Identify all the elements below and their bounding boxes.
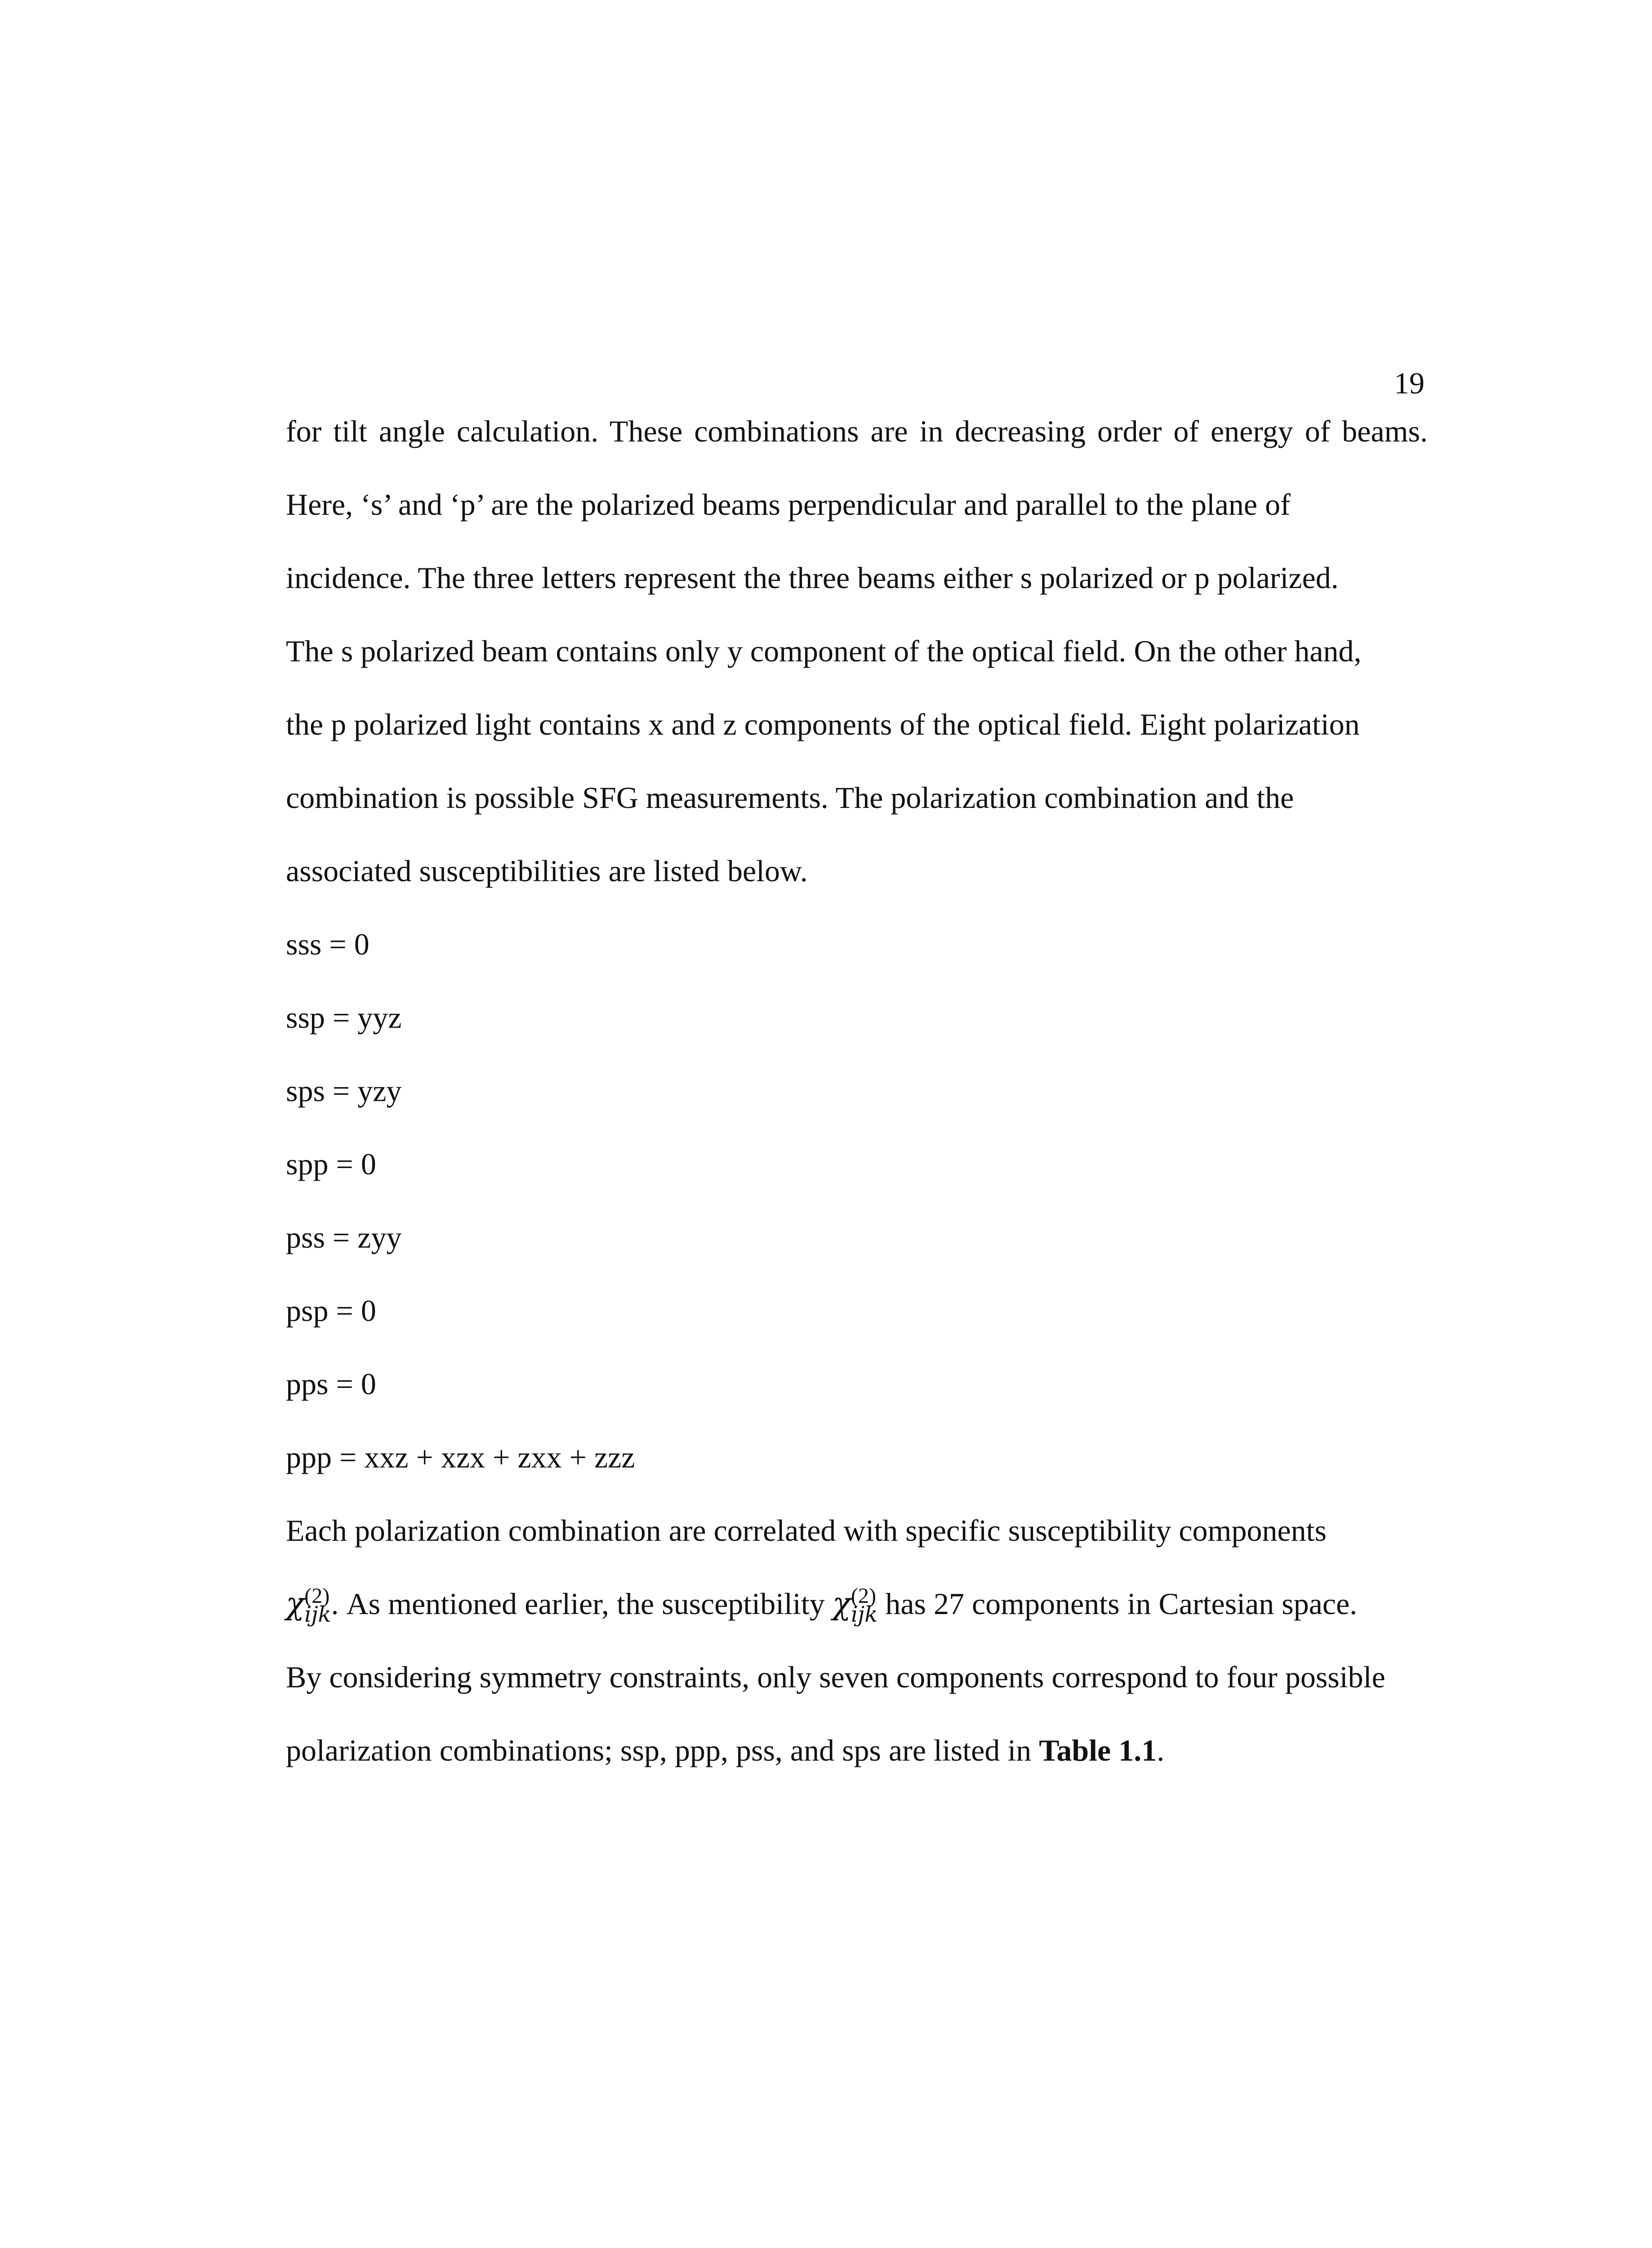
paragraph-line: incidence. The three letters represent the three beams either s polarized or p polarized. — [286, 561, 1339, 595]
polarization-combination: sss = 0 — [286, 927, 370, 961]
document-body — [286, 395, 1428, 1787]
chi-superscript: (2) — [851, 1584, 876, 1608]
paragraph-line: Here, ‘s’ and ‘p’ are the polarized beams perpendicular and parallel to the plane of — [286, 487, 1291, 522]
chi-indices — [304, 1584, 331, 1627]
paragraph-line: By considering symmetry constraints, only seven components correspond to four possible — [286, 1660, 1385, 1694]
chi-subscript: ijk — [851, 1601, 878, 1627]
paragraph-line: for tilt angle calculation. These combinations are in decreasing order of energy of beams. — [286, 414, 1428, 448]
polarization-combination: pps = 0 — [286, 1367, 376, 1401]
paragraph-line: The s polarized beam contains only y component of the optical field. On the other hand, — [286, 634, 1362, 668]
polarization-combination: sps = yzy — [286, 1074, 402, 1108]
polarization-combination: ssp = yyz — [286, 1000, 402, 1035]
chi-subscript: ijk — [304, 1601, 331, 1627]
paragraph-line: combination is possible SFG measurements. The polarization combination and the — [286, 781, 1294, 815]
page-number: 19 — [1394, 366, 1425, 400]
sentence-end: . — [1157, 1733, 1165, 1767]
paragraph-line: Each polarization combination are correlated with specific susceptibility components — [286, 1513, 1327, 1548]
chi-superscript: (2) — [304, 1584, 330, 1608]
chi-symbol: χ — [286, 1586, 305, 1622]
paragraph-line: associated susceptibilities are listed below. — [286, 854, 808, 888]
paragraph-line — [286, 1714, 1428, 1787]
polarization-combination: psp = 0 — [286, 1293, 376, 1328]
polarization-combination: ppp = xxz + xzx + zxx + zzz — [286, 1440, 635, 1474]
paragraph-text: polarization combinations; ssp, ppp, pss, and sps are listed in — [286, 1733, 1032, 1767]
paragraph-line: the p polarized light contains x and z components of the optical field. Eight polarization — [286, 707, 1360, 741]
paragraph-text: . As mentioned earlier, the susceptibility — [331, 1587, 825, 1621]
paragraph-text: has 27 components in Cartesian space. — [885, 1587, 1358, 1621]
polarization-combination: spp = 0 — [286, 1147, 376, 1181]
paragraph-line-with-math — [286, 1567, 1428, 1641]
chi-symbol: χ — [832, 1586, 851, 1622]
chi-indices — [851, 1584, 878, 1627]
table-reference: Table 1.1 — [1039, 1733, 1157, 1767]
polarization-combination: pss = zyy — [286, 1220, 402, 1254]
